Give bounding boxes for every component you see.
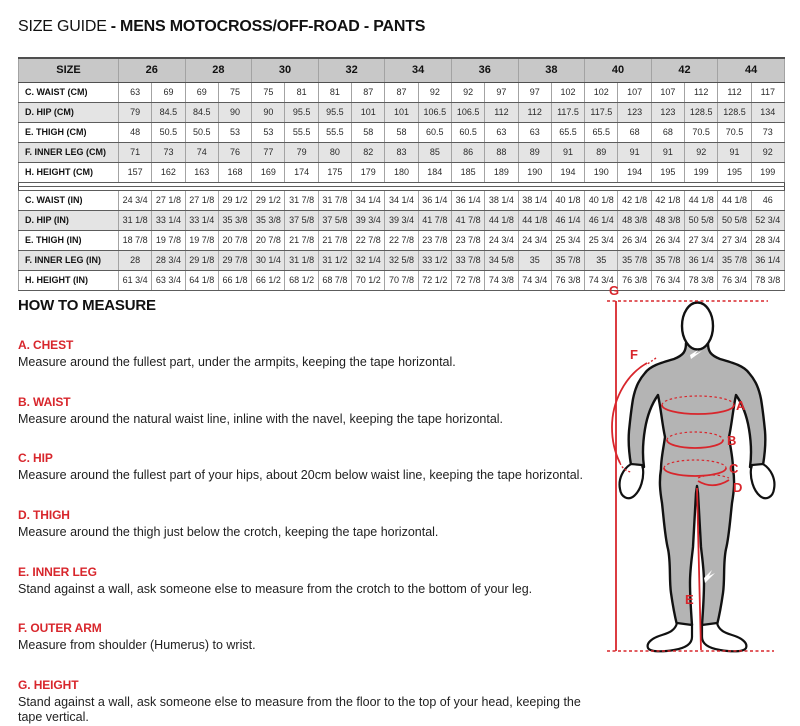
size-value-cell: 92 [751,142,784,162]
measure-item [18,565,606,598]
size-value-cell: 180 [385,162,418,182]
size-value-cell: 27 1/8 [152,190,185,210]
size-value-cell: 60.5 [418,122,451,142]
size-value-cell: 107 [618,82,651,102]
size-value-cell: 117 [751,82,784,102]
measure-item [18,451,606,484]
size-value-cell: 68 1/2 [285,270,318,290]
figure-label-height: G [609,283,620,298]
size-value-cell: 20 7/8 [252,230,285,250]
size-value-cell: 28 3/4 [152,250,185,270]
measure-item-text: Measure around the thigh just below the crotch, keeping the tape horizontal. [18,524,439,539]
table-row [19,162,785,182]
size-value-cell: 70.5 [718,122,751,142]
size-value-cell: 63 3/4 [152,270,185,290]
size-value-cell: 76 3/8 [551,270,584,290]
size-value-cell: 44 1/8 [685,190,718,210]
size-value-cell: 22 7/8 [352,230,385,250]
size-value-cell: 44 1/8 [518,210,551,230]
size-value-cell: 76 3/8 [618,270,651,290]
size-value-cell: 29 1/2 [252,190,285,210]
page-title-main: - MENS MOTOCROSS/OFF-ROAD - PANTS [110,18,426,35]
size-value-cell: 91 [651,142,684,162]
row-label: E. THIGH (IN) [19,230,119,250]
row-label: H. HEIGHT (IN) [19,270,119,290]
row-label: H. HEIGHT (CM) [19,162,119,182]
body-silhouette [629,343,766,625]
size-value-cell: 163 [185,162,218,182]
measure-item-label: A. CHEST [18,338,74,352]
size-value-cell: 199 [685,162,718,182]
size-value-cell: 63 [518,122,551,142]
measure-item-text: Measure from shoulder (Humerus) to wrist. [18,638,256,653]
size-value-cell: 72 1/2 [418,270,451,290]
size-value-cell: 46 [751,190,784,210]
size-value-cell: 73 [751,122,784,142]
size-value-cell: 89 [518,142,551,162]
row-label: C. WAIST (CM) [19,82,119,102]
size-value-cell: 169 [252,162,285,182]
size-value-cell: 27 3/4 [718,230,751,250]
measure-item-text: Stand against a wall, ask someone else to measure from the crotch to the bottom of your leg. [18,581,533,596]
size-value-cell: 50.5 [185,122,218,142]
size-value-cell: 80 [318,142,351,162]
size-value-cell: 40 1/8 [585,190,618,210]
size-value-cell: 35 7/8 [551,250,584,270]
size-column-header: 30 [252,58,319,82]
size-value-cell: 190 [585,162,618,182]
table-row [19,210,785,230]
figure-left-hand [620,464,644,498]
size-header-label: SIZE [19,58,119,82]
size-value-cell: 25 3/4 [551,230,584,250]
size-value-cell: 95.5 [285,102,318,122]
size-value-cell: 36 1/4 [451,190,484,210]
size-value-cell: 35 7/8 [651,250,684,270]
size-value-cell: 69 [185,82,218,102]
figure-right-foot [702,623,746,651]
figure-label-outer-arm: F [630,347,638,362]
size-value-cell: 64 1/8 [185,270,218,290]
row-label: F. INNER LEG (IN) [19,250,119,270]
size-value-cell: 78 3/8 [685,270,718,290]
size-value-cell: 61 3/4 [119,270,152,290]
size-value-cell: 91 [618,142,651,162]
size-value-cell: 88 [485,142,518,162]
size-value-cell: 55.5 [285,122,318,142]
size-value-cell: 190 [518,162,551,182]
size-value-cell: 50 5/8 [685,210,718,230]
measure-item-text: Measure around the fullest part, under the armpits, keeping the tape horizontal. [18,355,456,369]
size-value-cell: 84.5 [185,102,218,122]
size-value-cell: 40 1/8 [551,190,584,210]
size-value-cell: 90 [218,102,251,122]
size-value-cell: 39 3/4 [385,210,418,230]
size-value-cell: 68 [651,122,684,142]
measure-item [18,508,606,541]
size-value-cell: 73 [152,142,185,162]
size-value-cell: 36 1/4 [751,250,784,270]
size-value-cell: 90 [252,102,285,122]
size-value-cell: 79 [119,102,152,122]
size-value-cell: 65.5 [585,122,618,142]
size-value-cell: 58 [352,122,385,142]
size-value-cell: 31 1/8 [285,250,318,270]
size-value-cell: 37 5/8 [318,210,351,230]
table-row [19,230,785,250]
measure-item [18,621,606,654]
size-value-cell: 42 1/8 [618,190,651,210]
size-value-cell: 86 [451,142,484,162]
size-value-cell: 29 1/8 [185,250,218,270]
size-value-cell: 195 [651,162,684,182]
size-value-cell: 92 [451,82,484,102]
size-value-cell: 112 [518,102,551,122]
how-to-measure-heading: HOW TO MEASURE [18,297,156,314]
page-title [18,18,425,36]
size-value-cell: 83 [385,142,418,162]
size-value-cell: 185 [451,162,484,182]
size-value-cell: 75 [218,82,251,102]
size-value-cell: 71 [119,142,152,162]
size-column-header: 28 [185,58,252,82]
size-value-cell: 23 7/8 [418,230,451,250]
measure-item-label: F. OUTER ARM [18,621,102,636]
figure-label-waist: B [727,433,737,448]
size-value-cell: 55.5 [318,122,351,142]
size-value-cell: 134 [751,102,784,122]
size-value-cell: 82 [352,142,385,162]
size-value-cell: 46 1/4 [551,210,584,230]
size-value-cell: 68 7/8 [318,270,351,290]
size-value-cell: 157 [119,162,152,182]
size-value-cell: 44 1/8 [718,190,751,210]
size-value-cell: 74 [185,142,218,162]
size-value-cell: 97 [485,82,518,102]
size-value-cell: 66 1/2 [252,270,285,290]
size-value-cell: 79 [285,142,318,162]
size-value-cell: 24 3/4 [119,190,152,210]
size-value-cell: 112 [718,82,751,102]
size-value-cell: 33 1/2 [418,250,451,270]
size-value-cell: 24 3/4 [485,230,518,250]
figure-label-chest: A [736,398,746,413]
measure-item-text: Measure around the natural waist line, inline with the navel, keeping the tape horizontal. [18,411,504,426]
size-value-cell: 21 7/8 [318,230,351,250]
size-value-cell: 35 [585,250,618,270]
size-value-cell: 87 [352,82,385,102]
size-value-cell: 70.5 [685,122,718,142]
size-table [18,57,785,291]
size-value-cell: 48 [119,122,152,142]
size-value-cell: 32 1/4 [352,250,385,270]
size-value-cell: 52 3/4 [751,210,784,230]
size-value-cell: 20 7/8 [218,230,251,250]
row-label: D. HIP (IN) [19,210,119,230]
size-value-cell: 48 3/8 [618,210,651,230]
size-value-cell: 112 [685,82,718,102]
size-value-cell: 77 [252,142,285,162]
size-value-cell: 85 [418,142,451,162]
size-value-cell: 117.5 [551,102,584,122]
size-value-cell: 168 [218,162,251,182]
size-value-cell: 162 [152,162,185,182]
size-value-cell: 33 1/4 [185,210,218,230]
size-value-cell: 102 [551,82,584,102]
size-value-cell: 194 [618,162,651,182]
size-value-cell: 76 3/4 [718,270,751,290]
table-row [19,82,785,102]
measurement-figure [598,281,800,673]
figure-head [682,303,713,350]
size-value-cell: 38 1/4 [518,190,551,210]
size-value-cell: 84.5 [152,102,185,122]
size-value-cell: 31 7/8 [318,190,351,210]
size-value-cell: 33 7/8 [451,250,484,270]
size-value-cell: 38 1/4 [485,190,518,210]
size-value-cell: 35 7/8 [718,250,751,270]
size-column-header: 44 [718,58,785,82]
size-value-cell: 48 3/8 [651,210,684,230]
size-value-cell: 70 7/8 [385,270,418,290]
measure-item-text: Measure around the fullest part of your hips, about 20cm below waist line, keeping the tape horizontal. [18,468,583,483]
measure-item [18,395,606,428]
table-row [19,122,785,142]
size-value-cell: 194 [551,162,584,182]
measure-item [18,338,606,371]
size-value-cell: 106.5 [451,102,484,122]
size-value-cell: 39 3/4 [352,210,385,230]
size-value-cell: 27 3/4 [685,230,718,250]
outer-arm-dash-top [646,358,656,365]
size-value-cell: 76 3/4 [651,270,684,290]
page-title-prefix: SIZE GUIDE [18,18,107,35]
table-row [19,142,785,162]
measure-item-label: G. HEIGHT [18,677,79,692]
figure-label-hip: C [729,461,739,476]
size-column-header: 40 [585,58,652,82]
figure-label-thigh: D [733,480,743,495]
size-value-cell: 63 [119,82,152,102]
size-value-cell: 76 [218,142,251,162]
size-value-cell: 97 [518,82,551,102]
size-value-cell: 28 [119,250,152,270]
size-value-cell: 92 [685,142,718,162]
size-value-cell: 179 [352,162,385,182]
figure-label-inner-leg: E [685,592,694,607]
measure-item [18,678,606,726]
size-value-cell: 30 1/4 [252,250,285,270]
size-value-cell: 174 [285,162,318,182]
size-value-cell: 112 [485,102,518,122]
size-value-cell: 70 1/2 [352,270,385,290]
size-value-cell: 91 [551,142,584,162]
size-value-cell: 68 [618,122,651,142]
size-value-cell: 53 [218,122,251,142]
size-value-cell: 46 1/4 [585,210,618,230]
size-value-cell: 35 3/8 [218,210,251,230]
size-value-cell: 34 5/8 [485,250,518,270]
table-row [19,250,785,270]
size-value-cell: 189 [485,162,518,182]
size-value-cell: 27 1/8 [185,190,218,210]
size-value-cell: 41 7/8 [451,210,484,230]
size-value-cell: 41 7/8 [418,210,451,230]
size-value-cell: 81 [285,82,318,102]
size-value-cell: 95.5 [318,102,351,122]
row-label: C. WAIST (IN) [19,190,119,210]
table-row [19,102,785,122]
row-label: D. HIP (CM) [19,102,119,122]
size-value-cell: 74 3/8 [485,270,518,290]
measure-item-text: Stand against a wall, ask someone else to measure from the floor to the top of your head, keeping the tape vertical. [18,694,581,725]
size-column-header: 36 [451,58,518,82]
size-value-cell: 184 [418,162,451,182]
figure-left-foot [648,623,692,651]
size-value-cell: 36 1/4 [685,250,718,270]
size-value-cell: 18 7/8 [119,230,152,250]
size-value-cell: 60.5 [451,122,484,142]
size-value-cell: 123 [651,102,684,122]
size-value-cell: 34 1/4 [385,190,418,210]
size-value-cell: 74 3/4 [518,270,551,290]
size-value-cell: 22 7/8 [385,230,418,250]
size-value-cell: 50.5 [152,122,185,142]
size-value-cell: 91 [718,142,751,162]
size-value-cell: 199 [751,162,784,182]
size-table-header-row [19,58,785,82]
row-label: F. INNER LEG (CM) [19,142,119,162]
size-value-cell: 35 [518,250,551,270]
measure-item-label: B. WAIST [18,394,71,409]
size-value-cell: 33 1/4 [152,210,185,230]
size-value-cell: 21 7/8 [285,230,318,250]
size-column-header: 34 [385,58,452,82]
size-value-cell: 195 [718,162,751,182]
size-value-cell: 89 [585,142,618,162]
size-value-cell: 101 [385,102,418,122]
size-value-cell: 29 1/2 [218,190,251,210]
size-value-cell: 74 3/4 [585,270,618,290]
size-value-cell: 58 [385,122,418,142]
size-value-cell: 32 5/8 [385,250,418,270]
size-value-cell: 24 3/4 [518,230,551,250]
size-value-cell: 106.5 [418,102,451,122]
size-value-cell: 107 [651,82,684,102]
how-to-measure-items [18,338,606,726]
size-value-cell: 72 7/8 [451,270,484,290]
size-value-cell: 19 7/8 [152,230,185,250]
figure-right-hand [751,464,775,498]
size-value-cell: 19 7/8 [185,230,218,250]
row-label: E. THIGH (CM) [19,122,119,142]
size-value-cell: 63 [485,122,518,142]
size-value-cell: 36 1/4 [418,190,451,210]
size-value-cell: 25 3/4 [585,230,618,250]
table-row [19,190,785,210]
measure-item-label: E. INNER LEG [18,564,97,579]
size-column-header: 42 [651,58,718,82]
measure-item-label: C. HIP [18,451,53,466]
size-table-wrapper [18,57,785,291]
size-value-cell: 31 1/8 [119,210,152,230]
size-value-cell: 42 1/8 [651,190,684,210]
how-to-measure-section [18,297,606,726]
size-value-cell: 28 3/4 [751,230,784,250]
size-value-cell: 87 [385,82,418,102]
size-value-cell: 102 [585,82,618,102]
size-value-cell: 35 3/8 [252,210,285,230]
size-value-cell: 117.5 [585,102,618,122]
size-value-cell: 44 1/8 [485,210,518,230]
size-value-cell: 37 5/8 [285,210,318,230]
size-value-cell: 81 [318,82,351,102]
size-value-cell: 31 1/2 [318,250,351,270]
size-value-cell: 65.5 [551,122,584,142]
size-value-cell: 128.5 [718,102,751,122]
size-value-cell: 128.5 [685,102,718,122]
size-value-cell: 35 7/8 [618,250,651,270]
size-value-cell: 175 [318,162,351,182]
size-value-cell: 53 [252,122,285,142]
size-value-cell: 75 [252,82,285,102]
size-value-cell: 31 7/8 [285,190,318,210]
size-value-cell: 92 [418,82,451,102]
size-value-cell: 101 [352,102,385,122]
size-value-cell: 50 5/8 [718,210,751,230]
measure-item-label: D. THIGH [18,507,70,522]
size-value-cell: 66 1/8 [218,270,251,290]
size-column-header: 38 [518,58,585,82]
size-value-cell: 78 3/8 [751,270,784,290]
size-column-header: 26 [119,58,186,82]
size-value-cell: 34 1/4 [352,190,385,210]
size-value-cell: 23 7/8 [451,230,484,250]
size-value-cell: 69 [152,82,185,102]
size-value-cell: 26 3/4 [651,230,684,250]
size-value-cell: 26 3/4 [618,230,651,250]
size-value-cell: 29 7/8 [218,250,251,270]
size-value-cell: 123 [618,102,651,122]
size-column-header: 32 [318,58,385,82]
